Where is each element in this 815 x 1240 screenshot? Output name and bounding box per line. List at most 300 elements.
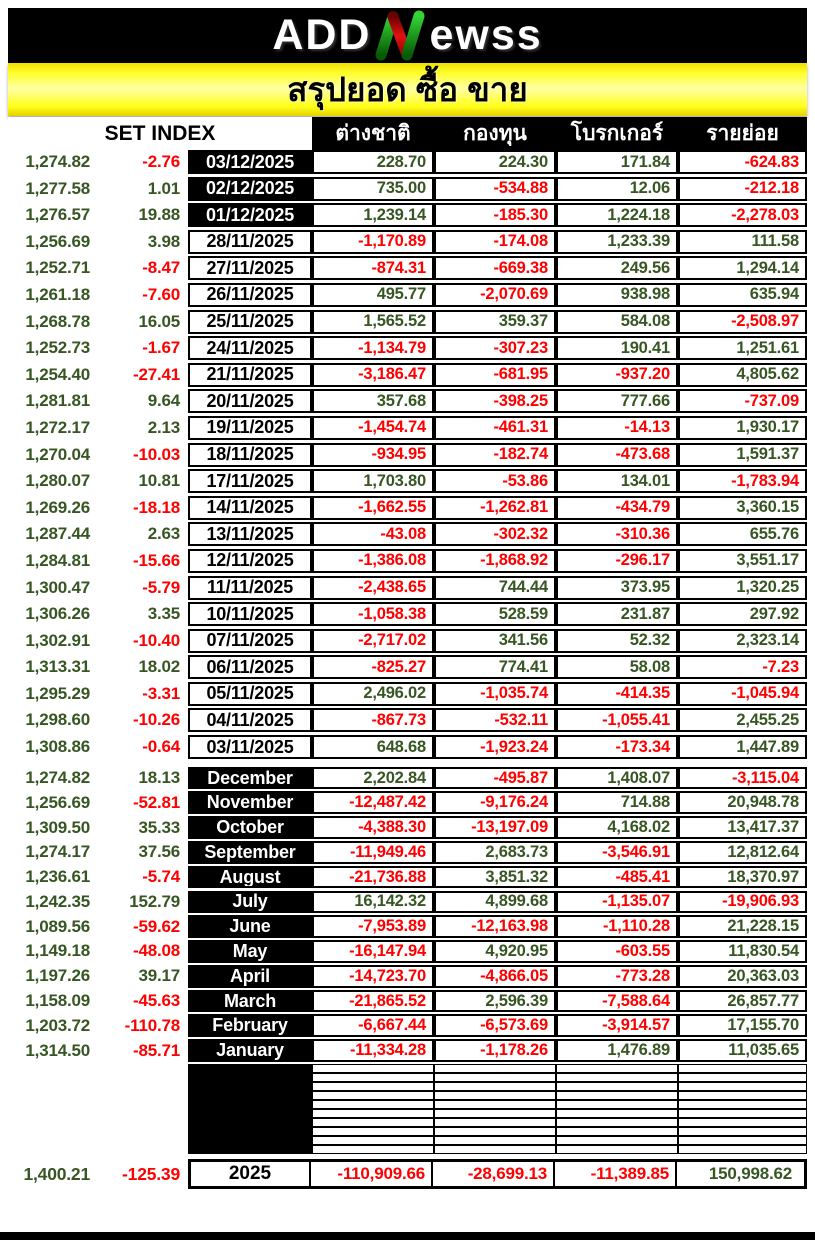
daily-row xyxy=(8,522,807,546)
value-cell: 938.98 xyxy=(556,283,678,307)
date-cell: 05/11/2025 xyxy=(188,682,312,706)
value-cell: 1,591.37 xyxy=(678,443,807,467)
date-cell: 06/11/2025 xyxy=(188,655,312,679)
set-change-value: -3.31 xyxy=(142,683,180,703)
set-index-value: 1,302.91 xyxy=(25,630,90,650)
set-change-value: -18.18 xyxy=(132,497,180,517)
value-cell: 11,035.65 xyxy=(678,1039,807,1062)
column-header-foreign: ต่างชาติ xyxy=(312,117,434,150)
month-cell: December xyxy=(188,767,312,790)
set-index-value: 1,280.07 xyxy=(25,471,90,491)
empty-spacer xyxy=(8,1136,188,1145)
empty-value-cell xyxy=(312,1100,434,1109)
value-cell: 2,323.14 xyxy=(678,629,807,653)
date-cell: 28/11/2025 xyxy=(188,230,312,254)
set-index-value: 1,256.69 xyxy=(25,792,90,812)
value-cell: -473.68 xyxy=(556,443,678,467)
value-cell: 774.41 xyxy=(434,655,556,679)
daily-row xyxy=(8,576,807,600)
daily-row xyxy=(8,310,807,334)
monthly-row xyxy=(8,940,807,963)
value-cell: -434.79 xyxy=(556,496,678,520)
daily-row xyxy=(8,735,807,759)
value-cell: -2,278.03 xyxy=(678,203,807,227)
set-index-value: 1,308.86 xyxy=(25,737,90,757)
date-cell: 01/12/2025 xyxy=(188,203,312,227)
value-cell: 12,812.64 xyxy=(678,841,807,864)
value-cell: 134.01 xyxy=(556,469,678,493)
month-cell: February xyxy=(188,1014,312,1037)
value-cell: 17,155.70 xyxy=(678,1014,807,1037)
empty-spacer xyxy=(8,1145,188,1154)
value-cell: 1,476.89 xyxy=(556,1039,678,1062)
empty-month-cell xyxy=(188,1073,312,1082)
value-cell: -1,035.74 xyxy=(434,682,556,706)
value-cell: -173.34 xyxy=(556,735,678,759)
set-index-value: 1,270.04 xyxy=(25,444,90,464)
empty-value-cell xyxy=(312,1109,434,1118)
set-change-value: 19.88 xyxy=(138,205,180,225)
value-cell: 4,805.62 xyxy=(678,363,807,387)
year-set-change-value: -125.39 xyxy=(122,1163,180,1184)
value-cell: -11,334.28 xyxy=(312,1039,434,1062)
empty-value-cell xyxy=(312,1127,434,1136)
empty-spacer xyxy=(8,1091,188,1100)
year-fund-total: -28,699.13 xyxy=(431,1162,553,1186)
value-cell: 111.58 xyxy=(678,230,807,254)
monthly-row xyxy=(8,767,807,790)
monthly-row xyxy=(8,1039,807,1062)
value-cell: 1,447.89 xyxy=(678,735,807,759)
set-change-value: -10.26 xyxy=(132,710,180,730)
empty-value-cell xyxy=(556,1091,678,1100)
date-cell: 19/11/2025 xyxy=(188,416,312,440)
value-cell: -937.20 xyxy=(556,363,678,387)
value-cell: -1,454.74 xyxy=(312,416,434,440)
date-cell: 13/11/2025 xyxy=(188,522,312,546)
value-cell: -1,135.07 xyxy=(556,891,678,914)
set-index-value: 1,261.18 xyxy=(25,284,90,304)
value-cell: -1,262.81 xyxy=(434,496,556,520)
date-cell: 20/11/2025 xyxy=(188,389,312,413)
monthly-row xyxy=(8,915,807,938)
value-cell: -182.74 xyxy=(434,443,556,467)
set-change-value: -10.03 xyxy=(132,444,180,464)
set-index-value: 1,274.82 xyxy=(25,152,90,171)
value-cell: -302.32 xyxy=(434,522,556,546)
value-cell: 648.68 xyxy=(312,735,434,759)
value-cell: -16,147.94 xyxy=(312,940,434,963)
empty-value-cell xyxy=(556,1073,678,1082)
value-cell: 228.70 xyxy=(312,150,434,174)
value-cell: 13,417.37 xyxy=(678,816,807,839)
set-change-value: -1.67 xyxy=(142,338,180,358)
set-index-header: SET INDEX xyxy=(8,117,312,150)
value-cell: -1,134.79 xyxy=(312,336,434,360)
set-index-value: 1,149.18 xyxy=(25,941,90,961)
value-cell: -12,487.42 xyxy=(312,791,434,814)
value-cell: 2,596.39 xyxy=(434,990,556,1013)
set-index-value: 1,313.31 xyxy=(25,657,90,677)
value-cell: 777.66 xyxy=(556,389,678,413)
empty-row xyxy=(8,1082,807,1091)
month-cell: September xyxy=(188,841,312,864)
empty-spacer xyxy=(8,1100,188,1109)
set-change-value: 16.05 xyxy=(138,311,180,331)
value-cell: 1,239.14 xyxy=(312,203,434,227)
value-cell: -11,949.46 xyxy=(312,841,434,864)
monthly-row xyxy=(8,965,807,988)
value-cell: -14.13 xyxy=(556,416,678,440)
month-cell: June xyxy=(188,915,312,938)
value-cell: -296.17 xyxy=(556,549,678,573)
daily-row xyxy=(8,177,807,201)
set-change-value: 10.81 xyxy=(138,471,180,491)
set-change-value: 2.13 xyxy=(147,417,180,437)
empty-value-cell xyxy=(434,1127,556,1136)
value-cell: 1,251.61 xyxy=(678,336,807,360)
empty-value-cell xyxy=(434,1064,556,1073)
value-cell: -21,865.52 xyxy=(312,990,434,1013)
empty-month-cell xyxy=(188,1064,312,1073)
value-cell: 21,228.15 xyxy=(678,915,807,938)
value-cell: 1,930.17 xyxy=(678,416,807,440)
daily-row xyxy=(8,708,807,732)
value-cell: -485.41 xyxy=(556,866,678,889)
value-cell: -307.23 xyxy=(434,336,556,360)
empty-value-cell xyxy=(678,1091,807,1100)
date-cell: 25/11/2025 xyxy=(188,310,312,334)
empty-row xyxy=(8,1064,807,1073)
date-cell: 03/11/2025 xyxy=(188,735,312,759)
value-cell: -3,914.57 xyxy=(556,1014,678,1037)
value-cell: -1,178.26 xyxy=(434,1039,556,1062)
value-cell: -414.35 xyxy=(556,682,678,706)
set-change-value: -85.71 xyxy=(132,1040,180,1060)
logo-text-suffix: ewss xyxy=(429,11,543,59)
monthly-row xyxy=(8,866,807,889)
empty-value-cell xyxy=(556,1118,678,1127)
set-change-value: 2.63 xyxy=(147,524,180,544)
value-cell: -7.23 xyxy=(678,655,807,679)
value-cell: -737.09 xyxy=(678,389,807,413)
empty-value-cell xyxy=(678,1118,807,1127)
set-change-value: -5.79 xyxy=(142,577,180,597)
year-retail-total: 150,998.62 xyxy=(675,1162,798,1186)
set-change-value: -52.81 xyxy=(132,792,180,812)
value-cell: -185.30 xyxy=(434,203,556,227)
date-cell: 18/11/2025 xyxy=(188,443,312,467)
date-cell: 12/11/2025 xyxy=(188,549,312,573)
empty-row xyxy=(8,1118,807,1127)
value-cell: -3,186.47 xyxy=(312,363,434,387)
empty-value-cell xyxy=(312,1118,434,1127)
value-cell: -14,723.70 xyxy=(312,965,434,988)
value-cell: 26,857.77 xyxy=(678,990,807,1013)
daily-row xyxy=(8,655,807,679)
value-cell: -534.88 xyxy=(434,177,556,201)
set-index-value: 1,236.61 xyxy=(25,867,90,887)
empty-value-cell xyxy=(312,1064,434,1073)
value-cell: 4,899.68 xyxy=(434,891,556,914)
set-index-value: 1,268.78 xyxy=(25,311,90,331)
value-cell: -1,055.41 xyxy=(556,708,678,732)
value-cell: 20,363.03 xyxy=(678,965,807,988)
date-cell: 04/11/2025 xyxy=(188,708,312,732)
value-cell: -7,588.64 xyxy=(556,990,678,1013)
month-cell: October xyxy=(188,816,312,839)
value-cell: -603.55 xyxy=(556,940,678,963)
date-cell: 27/11/2025 xyxy=(188,256,312,280)
value-cell: 744.44 xyxy=(434,576,556,600)
value-cell: 1,408.07 xyxy=(556,767,678,790)
monthly-row xyxy=(8,1014,807,1037)
date-cell: 26/11/2025 xyxy=(188,283,312,307)
value-cell: -21,736.88 xyxy=(312,866,434,889)
value-cell: -3,546.91 xyxy=(556,841,678,864)
year-foreign-total: -110,909.66 xyxy=(309,1162,431,1186)
empty-row xyxy=(8,1073,807,1082)
set-change-value: 1.01 xyxy=(147,178,180,198)
value-cell: 373.95 xyxy=(556,576,678,600)
empty-month-cell xyxy=(188,1127,312,1136)
value-cell: -681.95 xyxy=(434,363,556,387)
empty-row xyxy=(8,1136,807,1145)
empty-value-cell xyxy=(312,1091,434,1100)
value-cell: -12,163.98 xyxy=(434,915,556,938)
empty-spacer xyxy=(8,1127,188,1136)
empty-value-cell xyxy=(434,1136,556,1145)
empty-spacer xyxy=(8,1073,188,1082)
bottom-bar xyxy=(0,1232,815,1240)
set-change-value: 3.98 xyxy=(147,231,180,251)
set-index-value: 1,306.26 xyxy=(25,604,90,624)
set-change-value: -7.60 xyxy=(142,284,180,304)
date-cell: 10/11/2025 xyxy=(188,602,312,626)
month-cell: August xyxy=(188,866,312,889)
value-cell: -1,868.92 xyxy=(434,549,556,573)
value-cell: 359.37 xyxy=(434,310,556,334)
daily-row xyxy=(8,469,807,493)
month-cell: May xyxy=(188,940,312,963)
value-cell: -53.86 xyxy=(434,469,556,493)
empty-month-cell xyxy=(188,1145,312,1154)
empty-month-cell xyxy=(188,1109,312,1118)
empty-value-cell xyxy=(434,1073,556,1082)
value-cell: 655.76 xyxy=(678,522,807,546)
value-cell: 224.30 xyxy=(434,150,556,174)
set-change-value: -5.74 xyxy=(142,867,180,887)
daily-row xyxy=(8,230,807,254)
value-cell: -2,508.97 xyxy=(678,310,807,334)
set-change-value: -110.78 xyxy=(124,1015,180,1035)
empty-month-cell xyxy=(188,1100,312,1109)
month-cell: November xyxy=(188,791,312,814)
value-cell: -4,866.05 xyxy=(434,965,556,988)
monthly-row xyxy=(8,841,807,864)
daily-row xyxy=(8,416,807,440)
title-banner xyxy=(8,63,807,116)
value-cell: -174.08 xyxy=(434,230,556,254)
set-index-value: 1,158.09 xyxy=(25,991,90,1011)
set-index-value: 1,242.35 xyxy=(25,891,90,911)
value-cell: -532.11 xyxy=(434,708,556,732)
empty-value-cell xyxy=(312,1082,434,1091)
set-change-value: 39.17 xyxy=(138,966,180,986)
page-title: สรุปยอด ซื้อ ขาย xyxy=(287,71,528,108)
value-cell: 20,948.78 xyxy=(678,791,807,814)
empty-spacer xyxy=(8,1082,188,1091)
set-index-value: 1,274.82 xyxy=(25,768,90,787)
value-cell: -1,058.38 xyxy=(312,602,434,626)
set-change-value: -15.66 xyxy=(132,550,180,570)
set-change-value: -27.41 xyxy=(132,364,180,384)
value-cell: 12.06 xyxy=(556,177,678,201)
value-cell: 2,455.25 xyxy=(678,708,807,732)
empty-value-cell xyxy=(556,1136,678,1145)
set-change-value: 18.13 xyxy=(138,768,180,787)
set-index-value: 1,254.40 xyxy=(25,364,90,384)
value-cell: 3,851.32 xyxy=(434,866,556,889)
month-cell: March xyxy=(188,990,312,1013)
empty-value-cell xyxy=(434,1100,556,1109)
year-label: 2025 xyxy=(191,1162,309,1186)
value-cell: -398.25 xyxy=(434,389,556,413)
month-cell: January xyxy=(188,1039,312,1062)
date-cell: 07/11/2025 xyxy=(188,629,312,653)
value-cell: 297.92 xyxy=(678,602,807,626)
empty-row xyxy=(8,1127,807,1136)
value-cell: 4,920.95 xyxy=(434,940,556,963)
daily-row xyxy=(8,443,807,467)
value-cell: -461.31 xyxy=(434,416,556,440)
value-cell: 357.68 xyxy=(312,389,434,413)
value-cell: -2,070.69 xyxy=(434,283,556,307)
value-cell: 16,142.32 xyxy=(312,891,434,914)
daily-row xyxy=(8,496,807,520)
set-change-value: -48.08 xyxy=(132,941,180,961)
column-header-fund: กองทุน xyxy=(434,117,556,150)
table-header-row xyxy=(8,117,807,149)
empty-spacer xyxy=(8,1109,188,1118)
date-cell: 11/11/2025 xyxy=(188,576,312,600)
set-index-value: 1,274.17 xyxy=(25,842,90,862)
value-cell: 1,233.39 xyxy=(556,230,678,254)
value-cell: -1,170.89 xyxy=(312,230,434,254)
value-cell: -825.27 xyxy=(312,655,434,679)
date-cell: 24/11/2025 xyxy=(188,336,312,360)
year-total-row xyxy=(8,1159,807,1189)
value-cell: 3,551.17 xyxy=(678,549,807,573)
set-change-value: 152.79 xyxy=(129,891,180,911)
value-cell: -669.38 xyxy=(434,256,556,280)
set-change-value: -2.76 xyxy=(142,152,180,171)
logo-text-prefix: ADD xyxy=(272,11,372,59)
value-cell: -1,045.94 xyxy=(678,682,807,706)
empty-value-cell xyxy=(434,1145,556,1154)
value-cell: -867.73 xyxy=(312,708,434,732)
empty-value-cell xyxy=(434,1109,556,1118)
value-cell: -7,953.89 xyxy=(312,915,434,938)
logo-band xyxy=(8,8,807,63)
set-index-value: 1,284.81 xyxy=(25,550,90,570)
set-change-value: -8.47 xyxy=(142,258,180,278)
empty-value-cell xyxy=(678,1145,807,1154)
daily-row xyxy=(8,203,807,227)
date-cell: 03/12/2025 xyxy=(188,150,312,174)
set-change-value: -10.40 xyxy=(132,630,180,650)
set-change-value: -59.62 xyxy=(132,916,180,936)
value-cell: -1,783.94 xyxy=(678,469,807,493)
empty-month-cell xyxy=(188,1118,312,1127)
empty-value-cell xyxy=(434,1091,556,1100)
value-cell: 1,703.80 xyxy=(312,469,434,493)
value-cell: 1,294.14 xyxy=(678,256,807,280)
set-index-value: 1,314.50 xyxy=(25,1040,90,1060)
set-change-value: 9.64 xyxy=(147,391,180,411)
empty-value-cell xyxy=(678,1082,807,1091)
empty-value-cell xyxy=(434,1082,556,1091)
empty-value-cell xyxy=(678,1127,807,1136)
value-cell: 1,320.25 xyxy=(678,576,807,600)
set-index-value: 1,276.57 xyxy=(25,205,90,225)
value-cell: -6,667.44 xyxy=(312,1014,434,1037)
daily-row xyxy=(8,389,807,413)
daily-row xyxy=(8,549,807,573)
empty-rows xyxy=(8,1064,807,1154)
set-index-value: 1,256.69 xyxy=(25,231,90,251)
value-cell: -43.08 xyxy=(312,522,434,546)
set-index-value: 1,252.73 xyxy=(25,338,90,358)
value-cell: 584.08 xyxy=(556,310,678,334)
empty-month-cell xyxy=(188,1082,312,1091)
value-cell: -773.28 xyxy=(556,965,678,988)
value-cell: 4,168.02 xyxy=(556,816,678,839)
daily-row xyxy=(8,363,807,387)
value-cell: 635.94 xyxy=(678,283,807,307)
value-cell: 735.00 xyxy=(312,177,434,201)
set-index-value: 1,277.58 xyxy=(25,178,90,198)
date-cell: 02/12/2025 xyxy=(188,177,312,201)
monthly-row xyxy=(8,891,807,914)
value-cell: -1,923.24 xyxy=(434,735,556,759)
daily-row xyxy=(8,336,807,360)
value-cell: 1,565.52 xyxy=(312,310,434,334)
empty-row xyxy=(8,1145,807,1154)
empty-spacer xyxy=(8,1064,188,1073)
monthly-row xyxy=(8,791,807,814)
empty-value-cell xyxy=(678,1064,807,1073)
set-change-value: 35.33 xyxy=(138,817,180,837)
set-index-value: 1,281.81 xyxy=(25,391,90,411)
empty-value-cell xyxy=(556,1145,678,1154)
empty-value-cell xyxy=(678,1136,807,1145)
value-cell: -3,115.04 xyxy=(678,767,807,790)
set-index-value: 1,203.72 xyxy=(25,1015,90,1035)
empty-value-cell xyxy=(312,1145,434,1154)
empty-row xyxy=(8,1109,807,1118)
value-cell: 18,370.97 xyxy=(678,866,807,889)
set-index-value: 1,300.47 xyxy=(25,577,90,597)
empty-value-cell xyxy=(556,1064,678,1073)
set-index-value: 1,252.71 xyxy=(25,258,90,278)
daily-row xyxy=(8,629,807,653)
daily-row xyxy=(8,682,807,706)
daily-rows xyxy=(8,150,807,759)
value-cell: -2,438.65 xyxy=(312,576,434,600)
empty-value-cell xyxy=(312,1136,434,1145)
value-cell: -1,386.08 xyxy=(312,549,434,573)
